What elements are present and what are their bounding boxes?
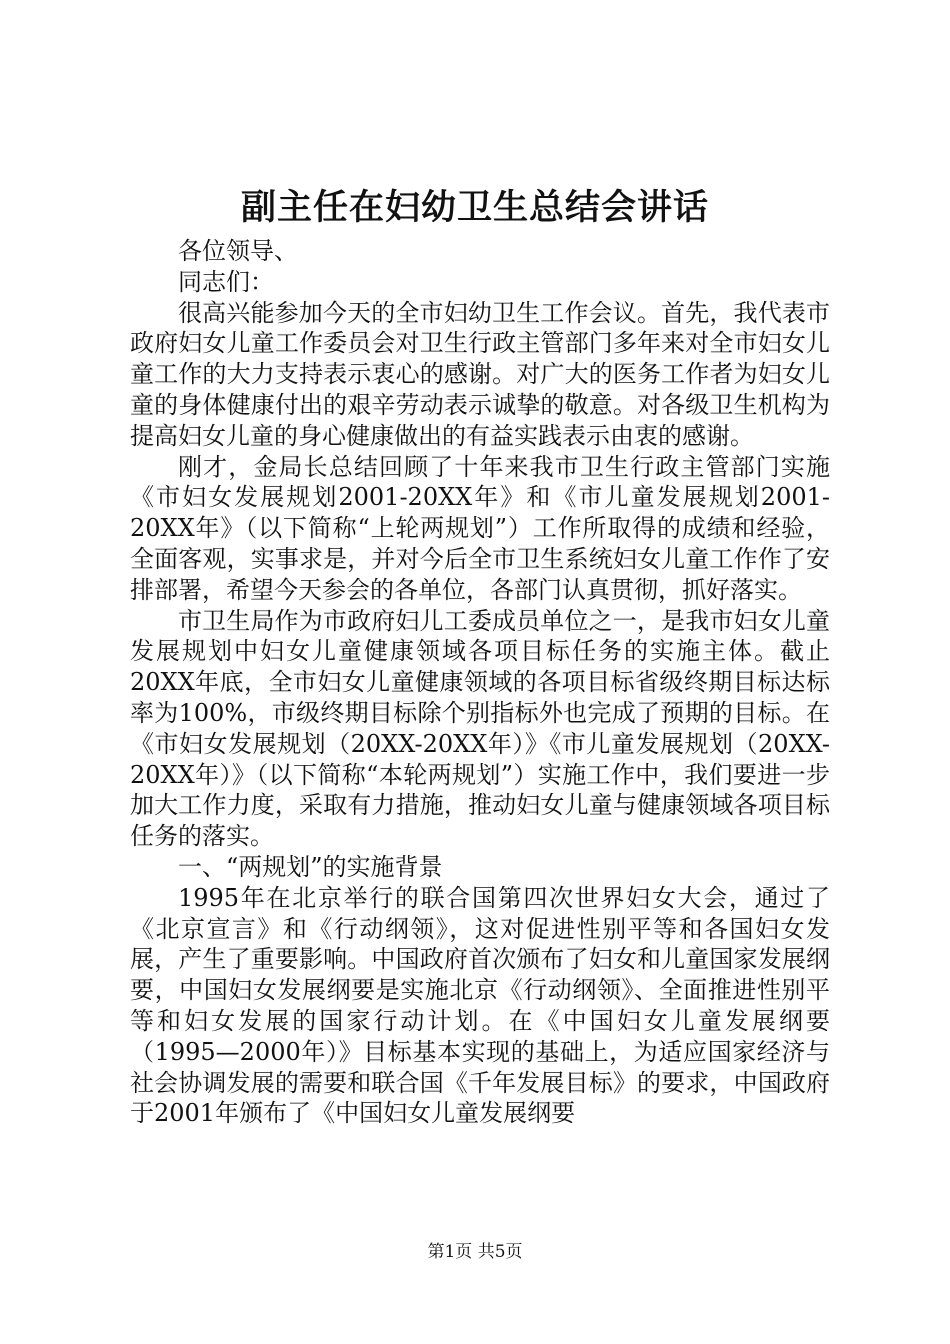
document-body xyxy=(130,236,830,1129)
paragraph-review-summary: 刚才，金局长总结回顾了十年来我市卫生行政主管部门实施《市妇女发展规划2001-20XX年》和《市儿童发展规划2001-20XX年》（以下简称“上轮两规划”）工作所取得的成绩和经验，全面客观，实事求是，并对今后全市卫生系统妇女儿童工作作了安排部署，希望今天参会的各单位，各部门认真贯彻，抓好落实。 xyxy=(130,452,830,604)
page-footer: 第1页 共5页 xyxy=(427,1242,523,1262)
salutation-comrades: 同志们： xyxy=(178,267,274,296)
document-title: 副主任在妇幼卫生总结会讲话 xyxy=(240,187,709,228)
section-heading-background: 一、“两规划”的实施背景 xyxy=(178,852,443,881)
paragraph-background-history: 1995年在北京举行的联合国第四次世界妇女大会，通过了《北京宣言》和《行动纲领》，这对促进性别平等和各国妇女发展，产生了重要影响。中国政府首次颁布了妇女和儿童国家发展纲要，中国妇女发展纲要是实施北京《行动纲领》、全面推进性别平等和妇女发展的国家行动计划。在《中国妇女儿童发展纲要（1995—2000年）》目标基本实现的基础上，为适应国家经济与社会协调发展的需要和联合国《千年发展目标》的要求，中国政府于2001年颁布了《中国妇女儿童发展纲要 xyxy=(130,883,830,1128)
salutation-leaders: 各位领导、 xyxy=(178,237,298,265)
paragraph-opening-thanks: 很高兴能参加今天的全市妇幼卫生工作会议。首先，我代表市政府妇女儿童工作委员会对卫生行政主管部门多年来对全市妇女儿童工作的大力支持表示衷心的感谢。对广大的医务工作者为妇女儿童的身体健康付出的艰辛劳动表示诚挚的敬意。对各级卫生机构为提高妇女儿童的身心健康做出的有益实践表示由衷的感谢。 xyxy=(130,298,830,450)
paragraph-health-bureau-role: 市卫生局作为市政府妇儿工委成员单位之一，是我市妇女儿童发展规划中妇女儿童健康领域各项目标任务的实施主体。截止20XX年底，全市妇女儿童健康领域的各项目标省级终期目标达标率为100%，市级终期目标除个别指标外也完成了预期的目标。在《市妇女发展规划（20XX-20XX年）》《市儿童发展规划（20XX-20XX年）》（以下简称“本轮两规划”）实施工作中，我们要进一步加大工作力度，采取有力措施，推动妇女儿童与健康领域各项目标任务的落实。 xyxy=(130,606,830,851)
